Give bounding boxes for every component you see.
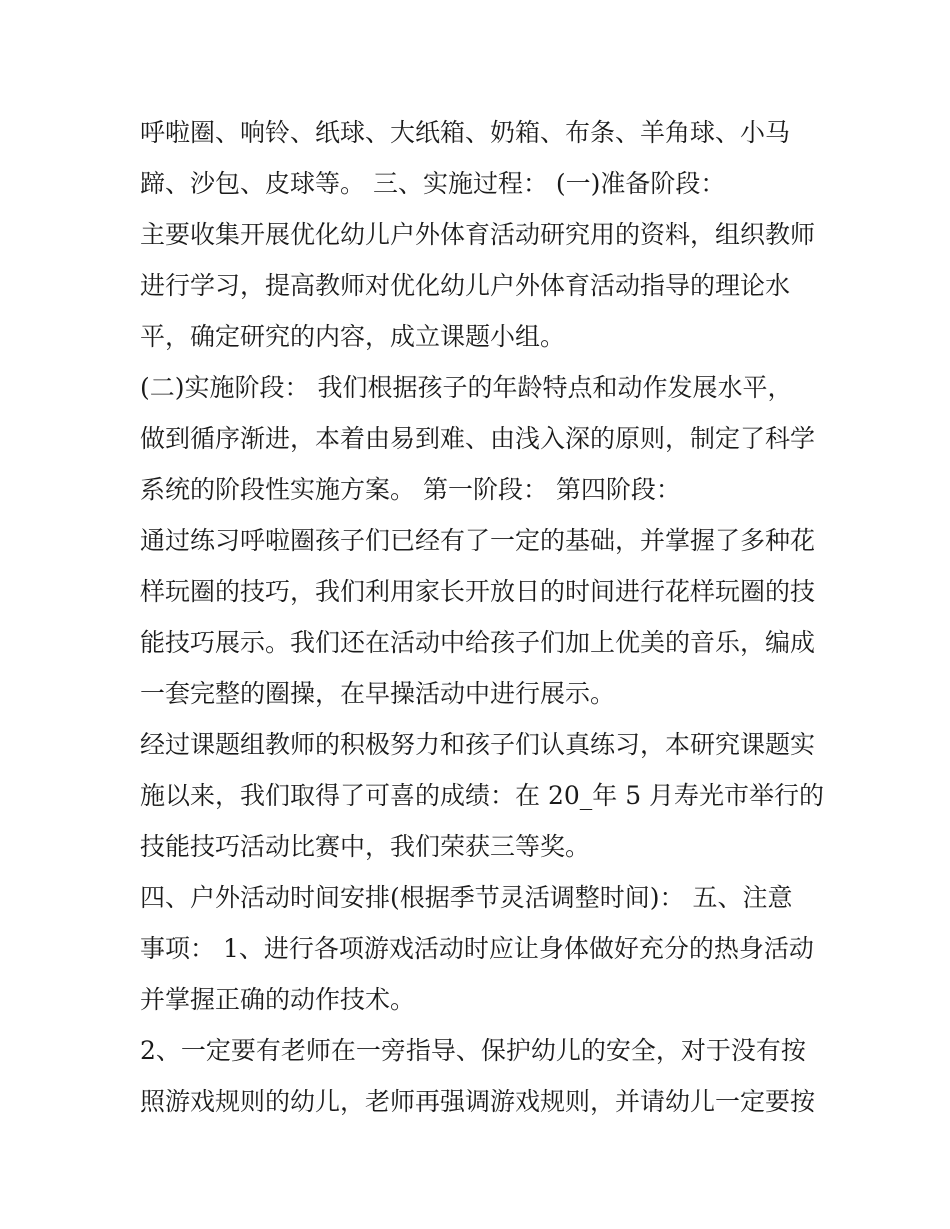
text-line: 做到循序渐进，本着由易到难、由浅入深的原则，制定了科学 [140,424,816,453]
text-line: 照游戏规则的幼儿，老师再强调游戏规则，并请幼儿一定要按 [140,1087,816,1116]
text-line: 进行学习，提高教师对优化幼儿户外体育活动指导的理论水 [140,271,791,300]
text-line: 经过课题组教师的积极努力和孩子们认真练习，本研究课题实 [140,730,816,759]
text-line: 通过练习呼啦圈孩子们已经有了一定的基础，并掌握了多种花 [140,526,816,555]
text-line: (二)实施阶段： 我们根据孩子的年龄特点和动作发展水平， [140,373,793,402]
document-body [140,107,825,1127]
text-line: 呼啦圈、响铃、纸球、大纸箱、奶箱、布条、羊角球、小马 [140,118,791,147]
text-line: 平，确定研究的内容，成立课题小组。 [140,322,566,351]
text-line: 主要收集开展优化幼儿户外体育活动研究用的资料，组织教师 [140,220,816,249]
text-line: 事项： 1、进行各项游戏活动时应让身体做好充分的热身活动 [140,934,814,963]
text-line: 能技巧展示。我们还在活动中给孩子们加上优美的音乐，编成 [140,628,816,657]
text-line: 并掌握正确的动作技术。 [140,985,416,1014]
text-line: 施以来，我们取得了可喜的成绩：在 20_年 5 月寿光市举行的 [140,781,825,810]
text-line: 样玩圈的技巧，我们利用家长开放日的时间进行花样玩圈的技 [140,577,816,606]
text-line: 2、一定要有老师在一旁指导、保护幼儿的安全，对于没有按 [140,1036,806,1065]
text-line: 一套完整的圈操，在早操活动中进行展示。 [140,679,616,708]
text-line: 四、户外活动时间安排(根据季节灵活调整时间)： 五、注意 [140,883,793,912]
text-line: 系统的阶段性实施方案。 第一阶段： 第四阶段： [140,475,681,504]
text-line: 蹄、沙包、皮球等。 三、实施过程： (一)准备阶段： [140,169,726,198]
text-line: 技能技巧活动比赛中，我们荣获三等奖。 [140,832,591,861]
